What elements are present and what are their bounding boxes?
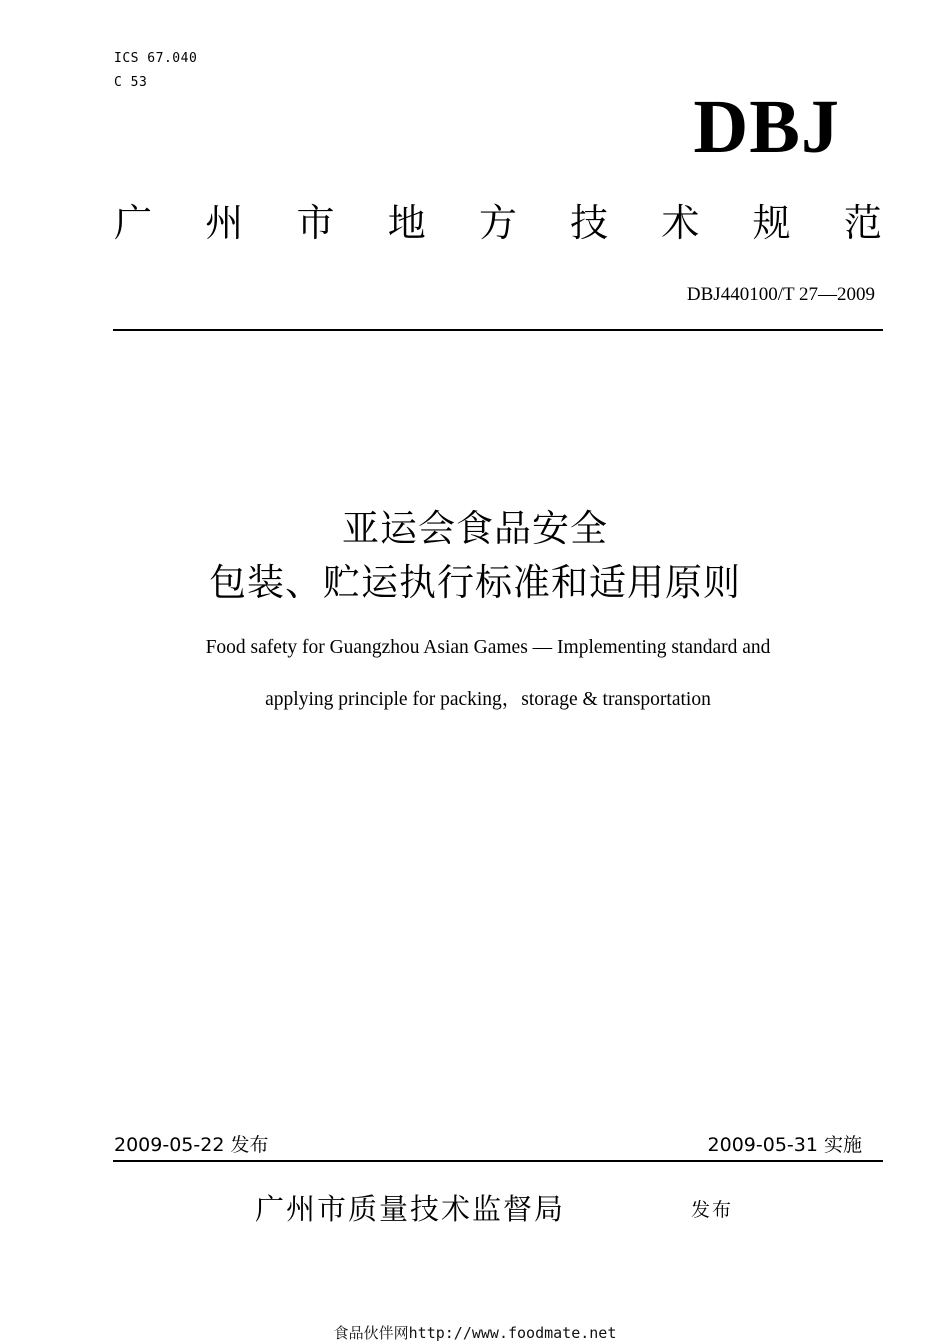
standard-type-char: 市 [296, 201, 335, 245]
standard-type-char: 地 [387, 201, 426, 245]
dbj-logo: DBJ [693, 85, 840, 169]
implementation-date: 2009-05-31 实施 [707, 1134, 862, 1156]
standard-number: DBJ440100/T 27—2009 [686, 284, 875, 305]
ccs-code: C 53 [114, 75, 148, 90]
standard-type-char: 广 [114, 201, 153, 245]
title-cn-line1: 亚运会食品安全 [342, 507, 608, 550]
standard-type-heading [114, 198, 882, 248]
title-cn-line2: 包装、贮运执行标准和适用原则 [209, 561, 741, 604]
standard-type-char: 术 [661, 201, 700, 245]
issuing-authority-suffix: 发布 [691, 1199, 734, 1221]
standard-type-char: 规 [752, 201, 791, 245]
footer-watermark-link[interactable]: 食品伙伴网http://www.foodmate.net [333, 1324, 617, 1342]
footer-divider [113, 1160, 883, 1162]
header-divider [113, 329, 883, 331]
issue-date: 2009-05-22 发布 [114, 1134, 269, 1156]
ics-code: ICS 67.040 [114, 51, 198, 66]
title-en-line2: applying principle for packing，storage & transportation [265, 689, 711, 710]
standard-type-char: 方 [478, 201, 517, 245]
standard-type-char: 州 [205, 201, 244, 245]
issuing-authority: 广州市质量技术监督局 [255, 1192, 566, 1226]
standard-type-char: 范 [843, 201, 882, 245]
standard-type-char: 技 [570, 201, 609, 245]
title-en-line1: Food safety for Guangzhou Asian Games — Implementing standard and [205, 637, 771, 658]
